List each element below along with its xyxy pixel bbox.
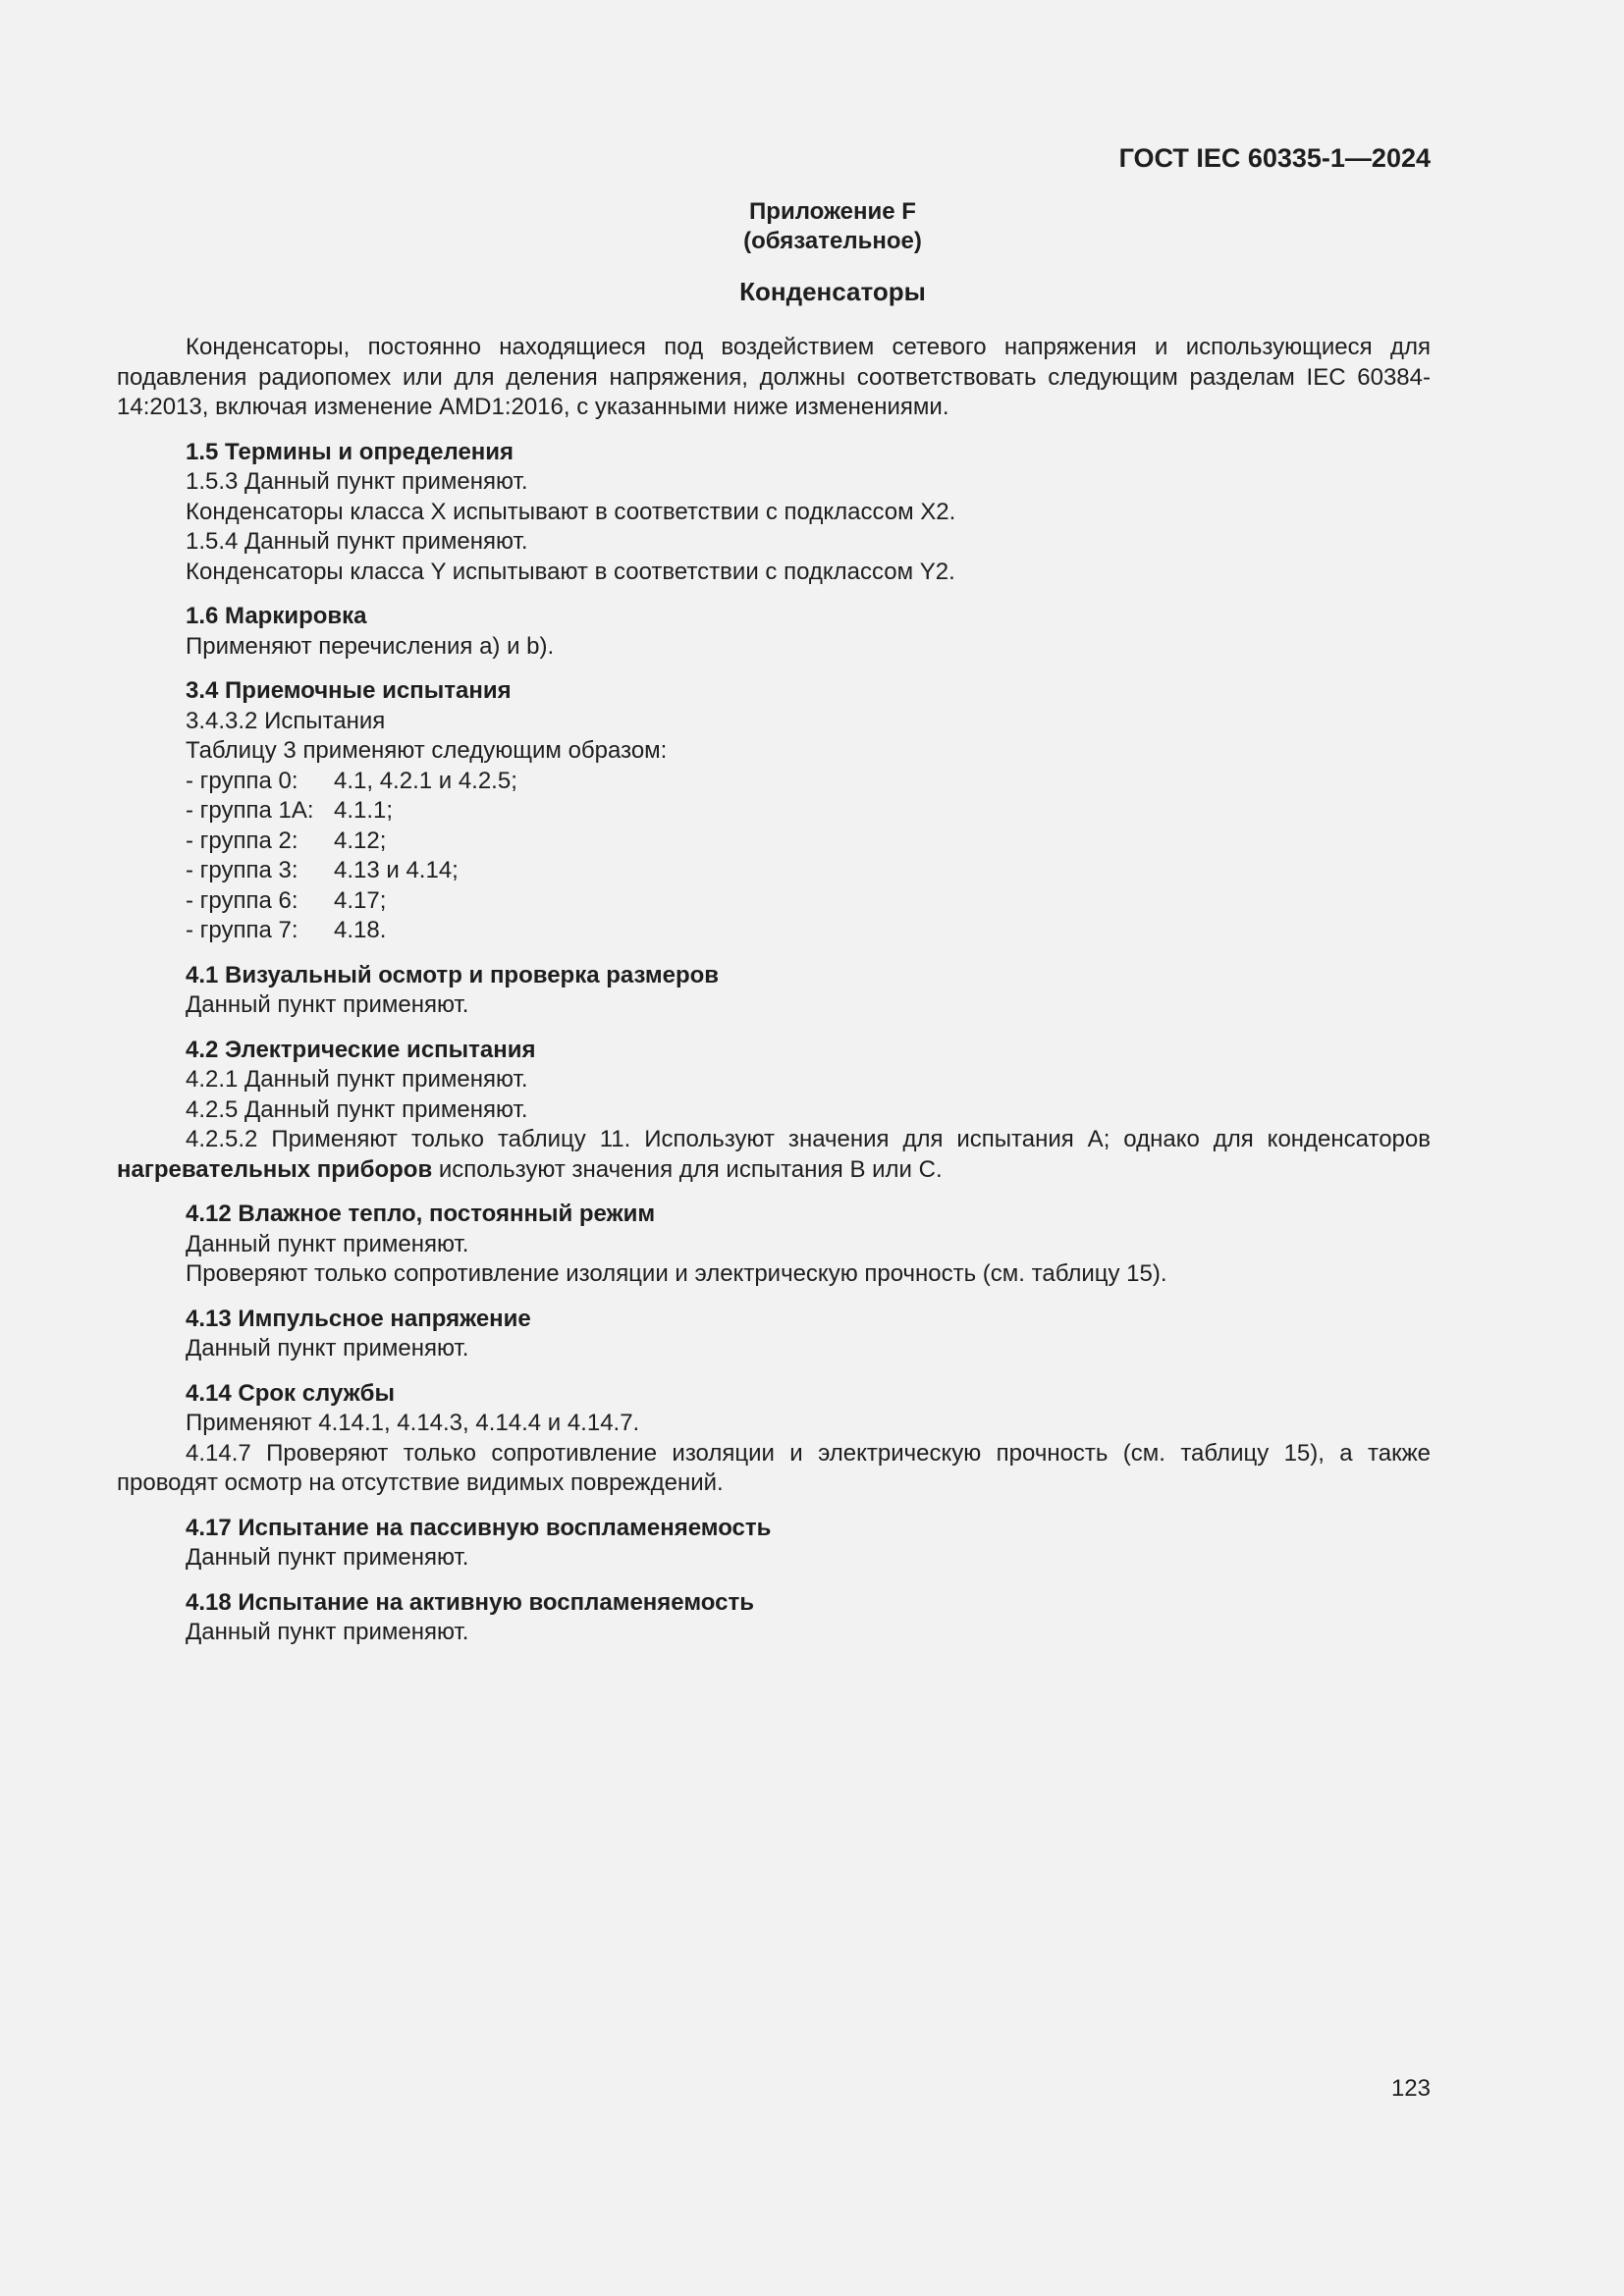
document-page xyxy=(117,142,1431,1663)
group-list-item xyxy=(117,856,1431,886)
group-list-item xyxy=(117,916,1431,946)
annex-subtitle: (обязательное) xyxy=(743,228,922,254)
paragraph-text: используют значения для испытания В или С. xyxy=(432,1155,943,1183)
group-label: - группа 2: xyxy=(186,827,298,854)
group-value: 4.18. xyxy=(334,917,387,943)
section-line: Данный пункт применяют. xyxy=(186,1230,469,1257)
section-heading: 4.13 Импульсное напряжение xyxy=(186,1305,531,1332)
section-line: 4.2.5 Данный пункт применяют. xyxy=(186,1095,528,1123)
section-heading: 4.17 Испытание на пассивную воспламеняемость xyxy=(186,1514,772,1541)
section-4-1 xyxy=(117,961,1431,1021)
section-heading: 4.14 Срок службы xyxy=(186,1379,395,1407)
group-label: - группа 3: xyxy=(186,857,298,883)
section-line: Применяют 4.14.1, 4.14.3, 4.14.4 и 4.14.7. xyxy=(186,1410,640,1436)
section-1-5 xyxy=(117,438,1431,588)
group-list-item xyxy=(117,886,1431,917)
section-heading: 4.12 Влажное тепло, постоянный режим xyxy=(186,1201,656,1227)
section-1-6 xyxy=(117,602,1431,662)
group-label: - группа 0: xyxy=(186,767,298,794)
annex-main-title: Конденсаторы xyxy=(739,277,926,306)
section-heading: 1.6 Маркировка xyxy=(186,603,367,629)
section-line: Данный пункт применяют. xyxy=(186,1544,469,1571)
group-value: 4.1, 4.2.1 и 4.2.5; xyxy=(334,767,517,794)
group-list-item xyxy=(117,796,1431,827)
section-4-14 xyxy=(117,1379,1431,1499)
section-heading: 3.4 Приемочные испытания xyxy=(186,677,512,704)
group-value: 4.1.1; xyxy=(334,797,394,824)
section-line: Данный пункт применяют. xyxy=(186,991,469,1018)
annex-title: Приложение F xyxy=(749,198,916,225)
paragraph-text: 4.2.5.2 Применяют только таблицу 11. Используют значения для испытания А; однако для конденсаторов xyxy=(186,1126,1431,1152)
section-4-13 xyxy=(117,1305,1431,1364)
section-line: 4.2.1 Данный пункт применяют. xyxy=(186,1066,528,1093)
section-heading: 4.18 Испытание на активную воспламеняемость xyxy=(186,1588,754,1616)
section-4-12 xyxy=(117,1200,1431,1290)
document-number: ГОСТ IEC 60335-1—2024 xyxy=(1118,143,1431,173)
group-list-item xyxy=(117,827,1431,857)
section-4-18 xyxy=(117,1588,1431,1648)
group-label: - группа 1A: xyxy=(186,797,314,824)
section-line: 1.5.4 Данный пункт применяют. xyxy=(186,528,528,555)
group-value: 4.12; xyxy=(334,827,387,854)
group-list-item xyxy=(117,767,1431,797)
section-4-17 xyxy=(117,1514,1431,1574)
section-heading: 1.5 Термины и определения xyxy=(186,438,514,465)
section-heading: 4.2 Электрические испытания xyxy=(186,1036,536,1063)
section-paragraph: 4.14.7 Проверяют только сопротивление изоляции и электрическую прочность (см. таблицу 15), а также проводят осмотр на отсутствие видимых повреждений. xyxy=(117,1439,1431,1496)
section-line: Таблицу 3 применяют следующим образом: xyxy=(186,737,668,764)
paragraph-bold-term: нагревательных приборов xyxy=(117,1155,433,1183)
section-line: Проверяют только сопротивление изоляции и электрическую прочность (см. таблицу 15). xyxy=(186,1260,1167,1287)
section-line: Данный пункт применяют. xyxy=(186,1335,469,1362)
section-line: 3.4.3.2 Испытания xyxy=(186,707,386,734)
group-label: - группа 6: xyxy=(186,886,298,914)
section-line: Конденсаторы класса Y испытывают в соответствии с подклассом Y2. xyxy=(186,558,955,585)
group-label: - группа 7: xyxy=(186,917,298,943)
group-value: 4.17; xyxy=(334,886,387,914)
section-4-2 xyxy=(117,1036,1431,1186)
page-number: 123 xyxy=(1390,2075,1431,2102)
section-3-4 xyxy=(117,676,1431,946)
section-line: Применяют перечисления a) и b). xyxy=(186,632,555,660)
section-line: 1.5.3 Данный пункт применяют. xyxy=(186,468,528,495)
section-line: Конденсаторы класса X испытывают в соответствии с подклассом X2. xyxy=(186,498,956,525)
intro-paragraph: Конденсаторы, постоянно находящиеся под воздействием сетевого напряжения и использующиеся для подавления радиопомех или для деления напряжения, должны соответствовать следующим разделам IEC 60384-14:2013, включая изменение AMD1:2016, с указанными ниже изменениями. xyxy=(117,334,1431,420)
section-paragraph xyxy=(117,1125,1431,1185)
section-line: Данный пункт применяют. xyxy=(186,1619,469,1645)
group-value: 4.13 и 4.14; xyxy=(334,857,459,883)
section-heading: 4.1 Визуальный осмотр и проверка размеров xyxy=(186,961,720,988)
